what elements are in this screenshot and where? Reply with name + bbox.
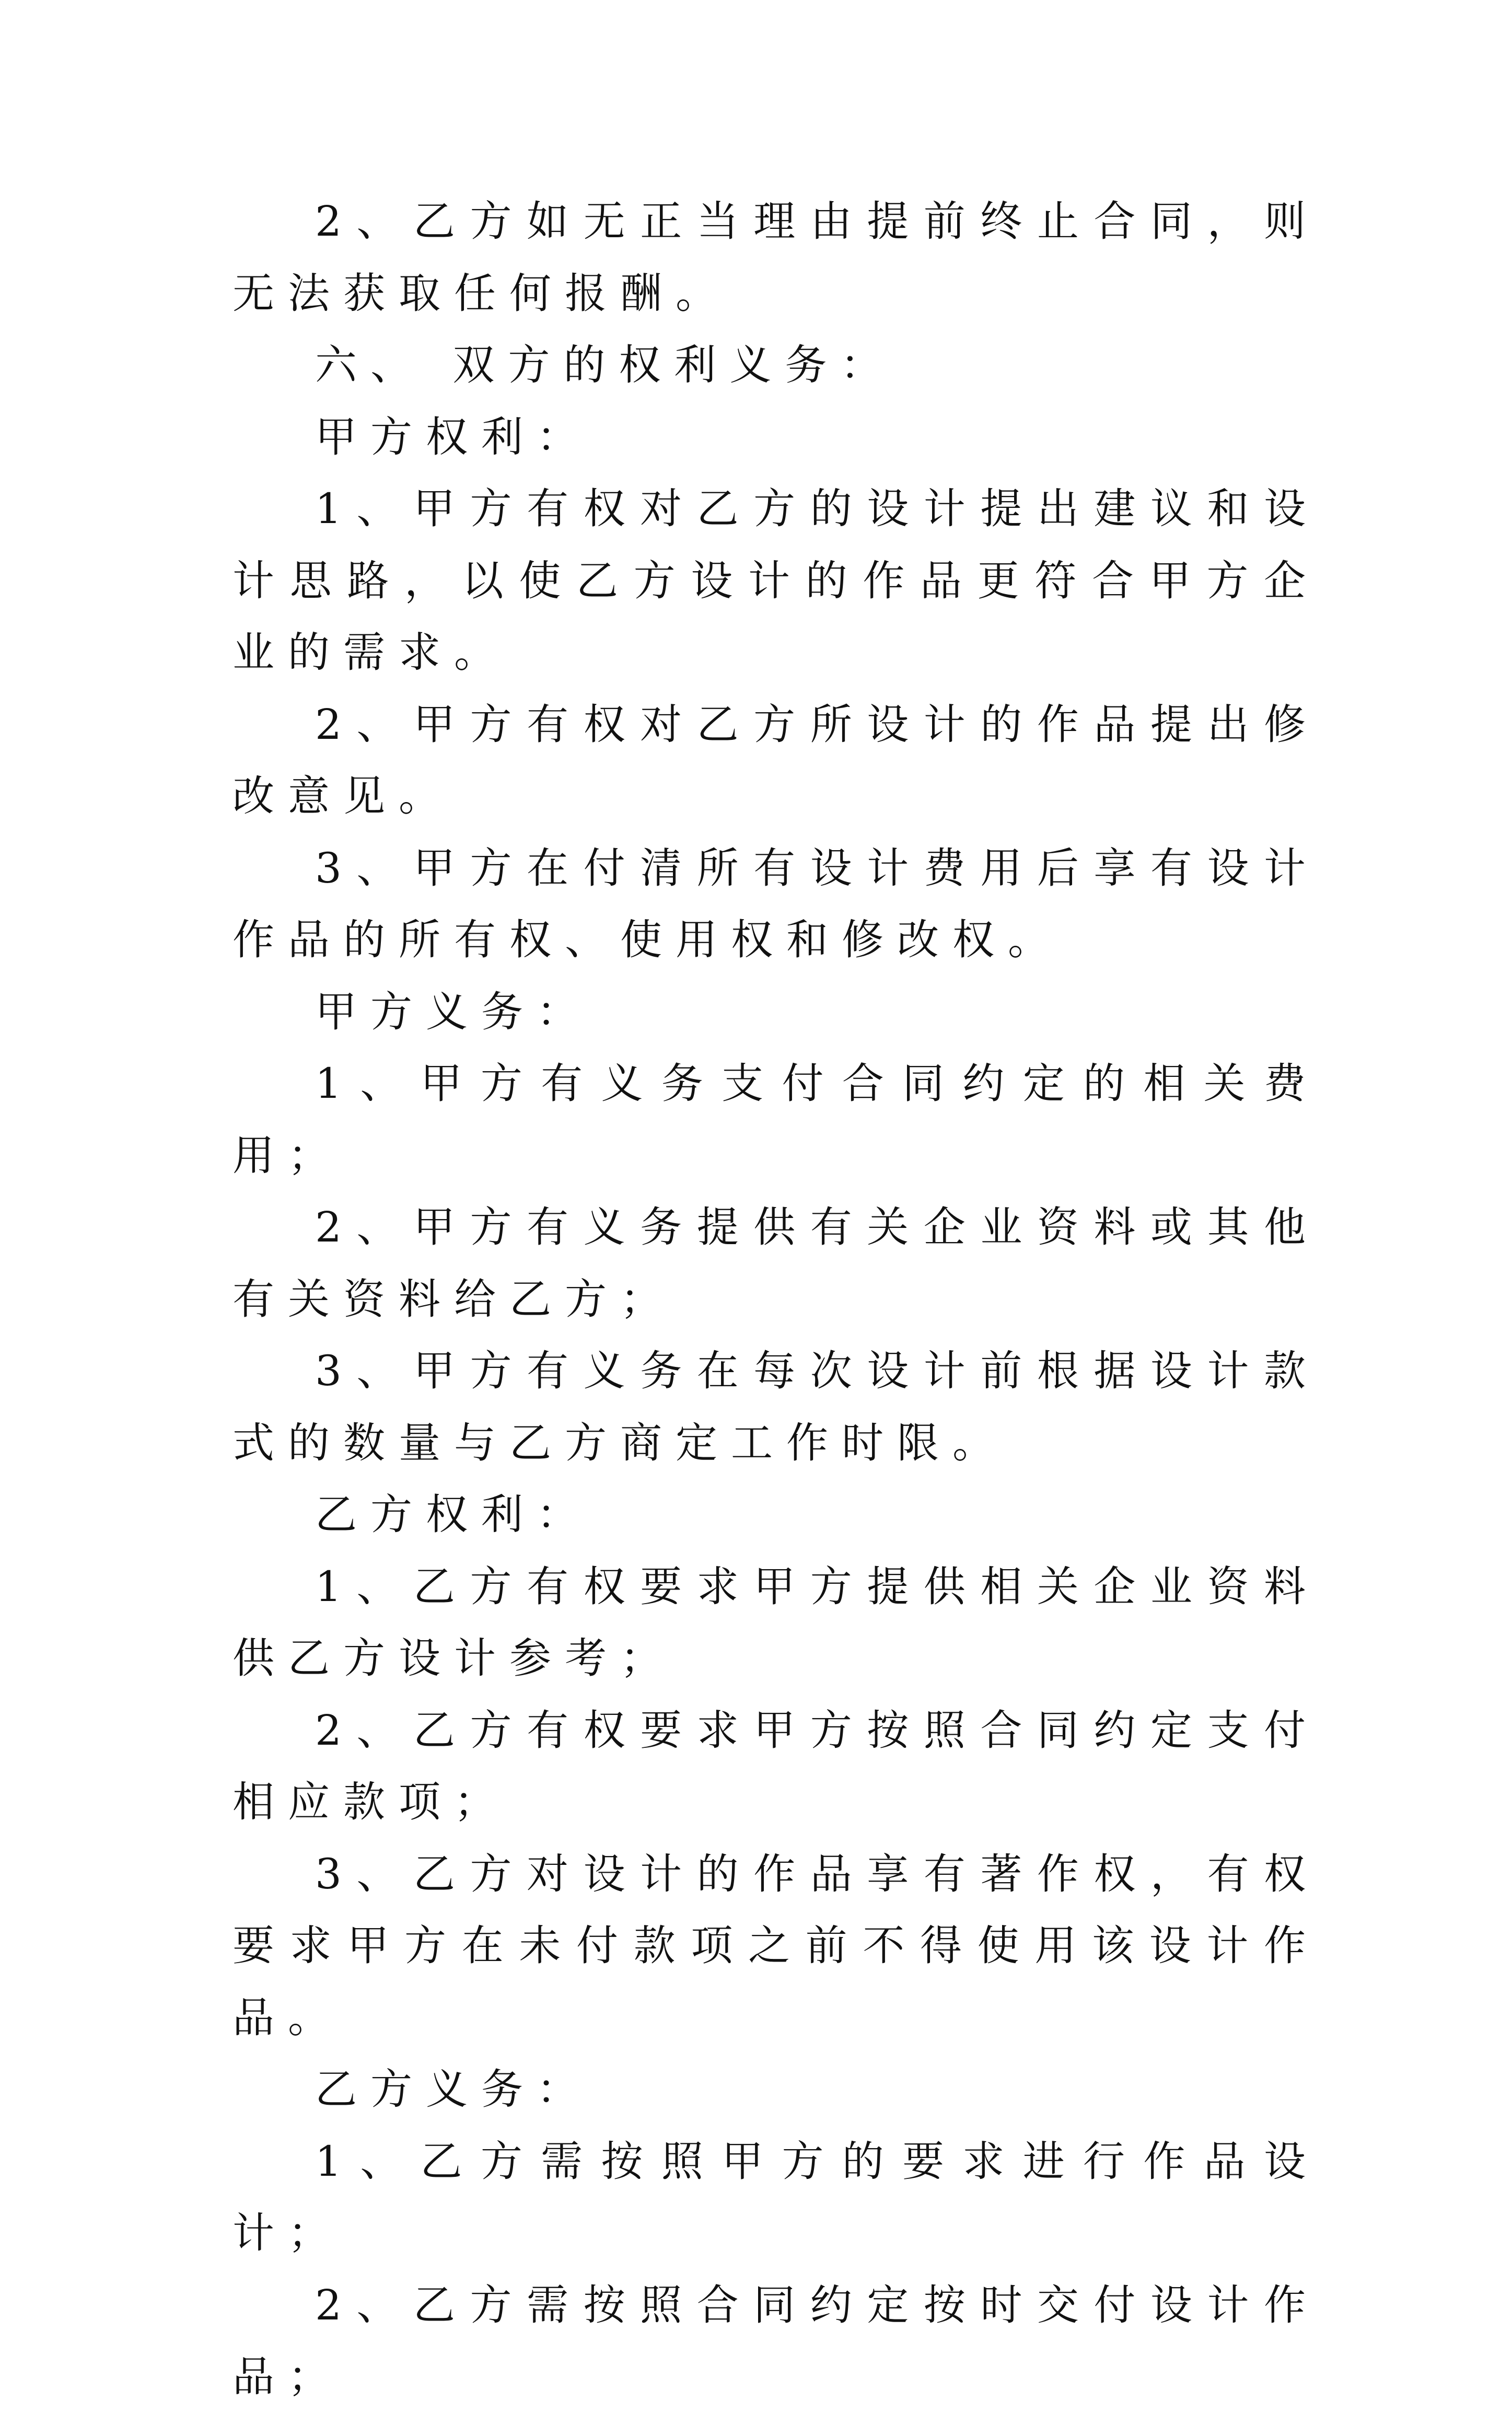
paragraph-party-a-obligation-3: 3、甲方有义务在每次设计前根据设计款式的数量与乙方商定工作时限。 bbox=[232, 1347, 1319, 1467]
paragraph-party-a-right-3: 3、甲方在付清所有设计费用后享有设计作品的所有权、使用权和修改权。 bbox=[232, 843, 1319, 964]
paragraph-party-a-obligation-2: 2、甲方有义务提供有关企业资料或其他有关资料给乙方； bbox=[232, 1203, 1319, 1324]
paragraph-party-b-obligation-2: 2、乙方需按照合同约定按时交付设计作品； bbox=[232, 2280, 1319, 2401]
paragraph-party-b-right-3: 3、乙方对设计的作品享有著作权，有权要求甲方在未付款项之前不得使用该设计作品。 bbox=[232, 1849, 1319, 2042]
paragraph-party-b-right-2: 2、乙方有权要求甲方按照合同约定支付相应款项； bbox=[232, 1706, 1319, 1826]
document-body bbox=[232, 185, 1319, 2413]
subheading-party-b-rights: 乙方权利： bbox=[315, 1490, 592, 1539]
paragraph-party-b-obligation-1: 1、乙方需按照甲方的要求进行作品设计； bbox=[232, 2137, 1319, 2257]
paragraph-party-a-right-2: 2、甲方有权对乙方所设计的作品提出修改意见。 bbox=[232, 700, 1319, 820]
section-heading-rights-obligations: 六、 双方的权利义务： bbox=[315, 341, 896, 389]
paragraph-party-a-obligation-1: 1、甲方有义务支付合同约定的相关费用； bbox=[232, 1059, 1319, 1180]
paragraph-party-b-right-1: 1、乙方有权要求甲方提供相关企业资料供乙方设计参考； bbox=[232, 1562, 1319, 1683]
paragraph-party-a-right-1: 1、甲方有权对乙方的设计提出建议和设计思路，以使乙方设计的作品更符合甲方企业的需求。 bbox=[232, 484, 1319, 677]
subheading-party-b-obligations: 乙方义务： bbox=[315, 2065, 592, 2114]
subheading-party-a-obligations: 甲方义务： bbox=[315, 987, 592, 1036]
subheading-party-a-rights: 甲方权利： bbox=[315, 412, 592, 461]
paragraph-termination-clause: 2、乙方如无正当理由提前终止合同，则无法获取任何报酬。 bbox=[232, 197, 1319, 318]
